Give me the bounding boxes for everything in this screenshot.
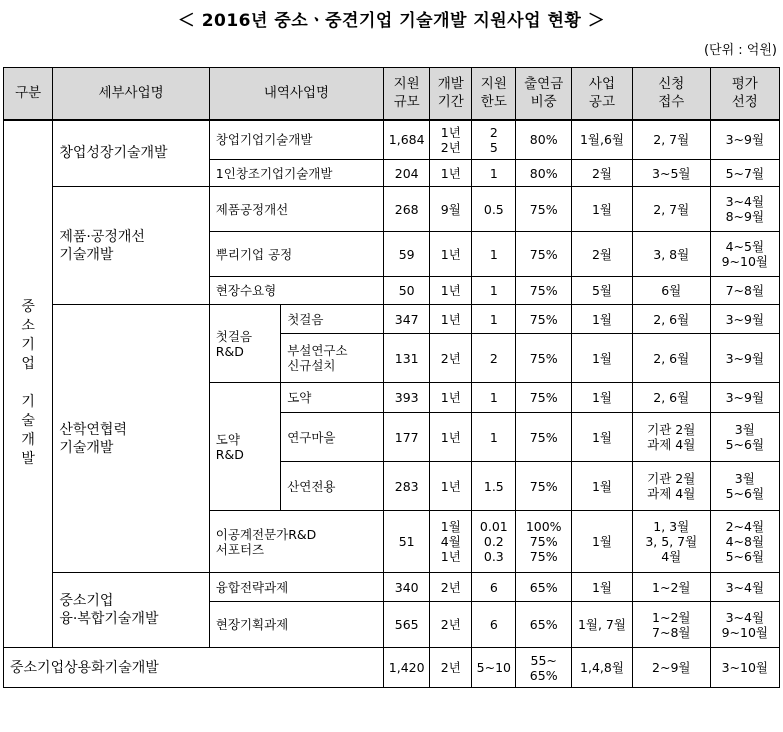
scale-cell: 131 [384,334,430,383]
period-cell: 2년 [430,573,472,602]
announce-cell: 1월, 7월 [572,602,633,648]
ratio-cell: 65% [516,573,572,602]
eval-cell: 2~4월 4~8월 5~6월 [710,511,779,573]
program-name: 이공계전문가R&D 서포터즈 [209,511,383,573]
scale-cell: 340 [384,573,430,602]
scale-cell: 59 [384,232,430,277]
scale-cell: 393 [384,383,430,413]
unit-note: (단위 : 억원) [703,43,777,58]
apply-cell: 1, 3월 3, 5, 7월 4월 [632,511,710,573]
period-cell: 1년 [430,305,472,334]
apply-cell: 6월 [632,277,710,305]
scale-cell: 268 [384,187,430,232]
group-startup: 창업성장기술개발 [53,120,209,187]
eval-cell: 3월 5~6월 [710,462,779,511]
eval-cell: 3월 5~6월 [710,413,779,462]
ratio-cell: 75% [516,462,572,511]
announce-cell: 1월 [572,334,633,383]
apply-cell: 기관 2월 과제 4월 [632,413,710,462]
limit-cell: 1 [472,160,516,187]
limit-cell: 0.5 [472,187,516,232]
program-name: 융합전략과제 [209,573,383,602]
announce-cell: 1월 [572,573,633,602]
header-naeyeok: 내역사업명 [209,68,383,120]
program-name: 첫걸음 [281,305,384,334]
ratio-cell: 75% [516,334,572,383]
apply-cell: 1~2월 [632,573,710,602]
eval-cell: 3~4월 9~10월 [710,602,779,648]
eval-cell: 3~4월 [710,573,779,602]
table-row [4,305,780,334]
program-name: 도약 [281,383,384,413]
group-convergence: 중소기업 융·복합기술개발 [53,573,209,648]
eval-cell: 3~9월 [710,383,779,413]
ratio-cell: 75% [516,277,572,305]
ratio-cell: 65% [516,602,572,648]
limit-cell: 1 [472,413,516,462]
header-row [4,68,780,120]
limit-cell: 0.01 0.2 0.3 [472,511,516,573]
period-cell: 1년 [430,277,472,305]
ratio-cell: 75% [516,232,572,277]
scale-cell: 283 [384,462,430,511]
period-cell: 1년 [430,383,472,413]
subgroup-doyak: 도약 R&D [209,383,280,511]
limit-cell: 2 5 [472,120,516,160]
eval-cell: 3~9월 [710,334,779,383]
table-row [4,120,780,160]
announce-cell: 2월 [572,232,633,277]
limit-cell: 2 [472,334,516,383]
apply-cell: 1~2월 7~8월 [632,602,710,648]
limit-cell: 1 [472,305,516,334]
program-name: 부설연구소 신규설치 [281,334,384,383]
apply-cell: 3, 8월 [632,232,710,277]
header-eval: 평가 선정 [710,68,779,120]
scale-cell: 51 [384,511,430,573]
limit-cell: 6 [472,602,516,648]
header-apply: 신청 접수 [632,68,710,120]
period-cell: 1년 [430,232,472,277]
header-period: 개발 기간 [430,68,472,120]
scale-cell: 1,420 [384,648,430,688]
scale-cell: 1,684 [384,120,430,160]
announce-cell: 2월 [572,160,633,187]
scale-cell: 177 [384,413,430,462]
group-coop: 산학연협력 기술개발 [53,305,209,573]
period-cell: 1년 2년 [430,120,472,160]
limit-cell: 1 [472,383,516,413]
eval-cell: 3~4월 8~9월 [710,187,779,232]
subgroup-first: 첫걸음 R&D [209,305,280,383]
header-gubun: 구분 [4,68,53,120]
ratio-cell: 55~ 65% [516,648,572,688]
apply-cell: 2, 6월 [632,334,710,383]
apply-cell: 2, 6월 [632,305,710,334]
limit-cell: 6 [472,573,516,602]
group-commercial: 중소기업상용화기술개발 [4,648,384,688]
scale-cell: 347 [384,305,430,334]
apply-cell: 기관 2월 과제 4월 [632,462,710,511]
limit-cell: 1.5 [472,462,516,511]
announce-cell: 1월,6월 [572,120,633,160]
table-row [4,573,780,602]
announce-cell: 1월 [572,305,633,334]
ratio-cell: 75% [516,187,572,232]
period-cell: 1년 [430,413,472,462]
announce-cell: 1월 [572,383,633,413]
period-cell: 1년 [430,462,472,511]
program-name: 연구마을 [281,413,384,462]
scale-cell: 50 [384,277,430,305]
program-name: 창업기업기술개발 [209,120,383,160]
ratio-cell: 75% [516,305,572,334]
program-name: 현장수요형 [209,277,383,305]
ratio-cell: 75% [516,413,572,462]
period-cell: 1월 4월 1년 [430,511,472,573]
scale-cell: 204 [384,160,430,187]
eval-cell: 3~9월 [710,120,779,160]
page-title: ＜ 2016년 중소ㆍ중견기업 기술개발 지원사업 현황 ＞ [177,11,606,31]
group-process: 제품·공정개선 기술개발 [53,187,209,305]
eval-cell: 5~7월 [710,160,779,187]
limit-cell: 5~10 [472,648,516,688]
period-cell: 9월 [430,187,472,232]
header-sebu: 세부사업명 [53,68,209,120]
eval-cell: 3~10월 [710,648,779,688]
table-row [4,648,780,688]
program-name: 1인창조기업기술개발 [209,160,383,187]
program-name: 현장기획과제 [209,602,383,648]
announce-cell: 1월 [572,511,633,573]
header-ratio: 출연금 비중 [516,68,572,120]
apply-cell: 3~5월 [632,160,710,187]
eval-cell: 3~9월 [710,305,779,334]
period-cell: 2년 [430,602,472,648]
apply-cell: 2, 7월 [632,187,710,232]
announce-cell: 5월 [572,277,633,305]
support-program-table [3,67,780,688]
period-cell: 2년 [430,648,472,688]
announce-cell: 1,4,8월 [572,648,633,688]
program-name: 제품공정개선 [209,187,383,232]
ratio-cell: 80% [516,160,572,187]
ratio-cell: 80% [516,120,572,160]
program-name: 산연전용 [281,462,384,511]
header-announce: 사업 공고 [572,68,633,120]
announce-cell: 1월 [572,187,633,232]
program-name: 뿌리기업 공정 [209,232,383,277]
period-cell: 2년 [430,334,472,383]
eval-cell: 7~8월 [710,277,779,305]
announce-cell: 1월 [572,413,633,462]
category-cell: 중 소 기 업 기 술 개 발 [4,120,53,648]
apply-cell: 2, 6월 [632,383,710,413]
header-limit: 지원 한도 [472,68,516,120]
scale-cell: 565 [384,602,430,648]
header-scale: 지원 규모 [384,68,430,120]
apply-cell: 2~9월 [632,648,710,688]
table-row [4,187,780,232]
apply-cell: 2, 7월 [632,120,710,160]
eval-cell: 4~5월 9~10월 [710,232,779,277]
limit-cell: 1 [472,277,516,305]
ratio-cell: 100% 75% 75% [516,511,572,573]
period-cell: 1년 [430,160,472,187]
limit-cell: 1 [472,232,516,277]
announce-cell: 1월 [572,462,633,511]
ratio-cell: 75% [516,383,572,413]
